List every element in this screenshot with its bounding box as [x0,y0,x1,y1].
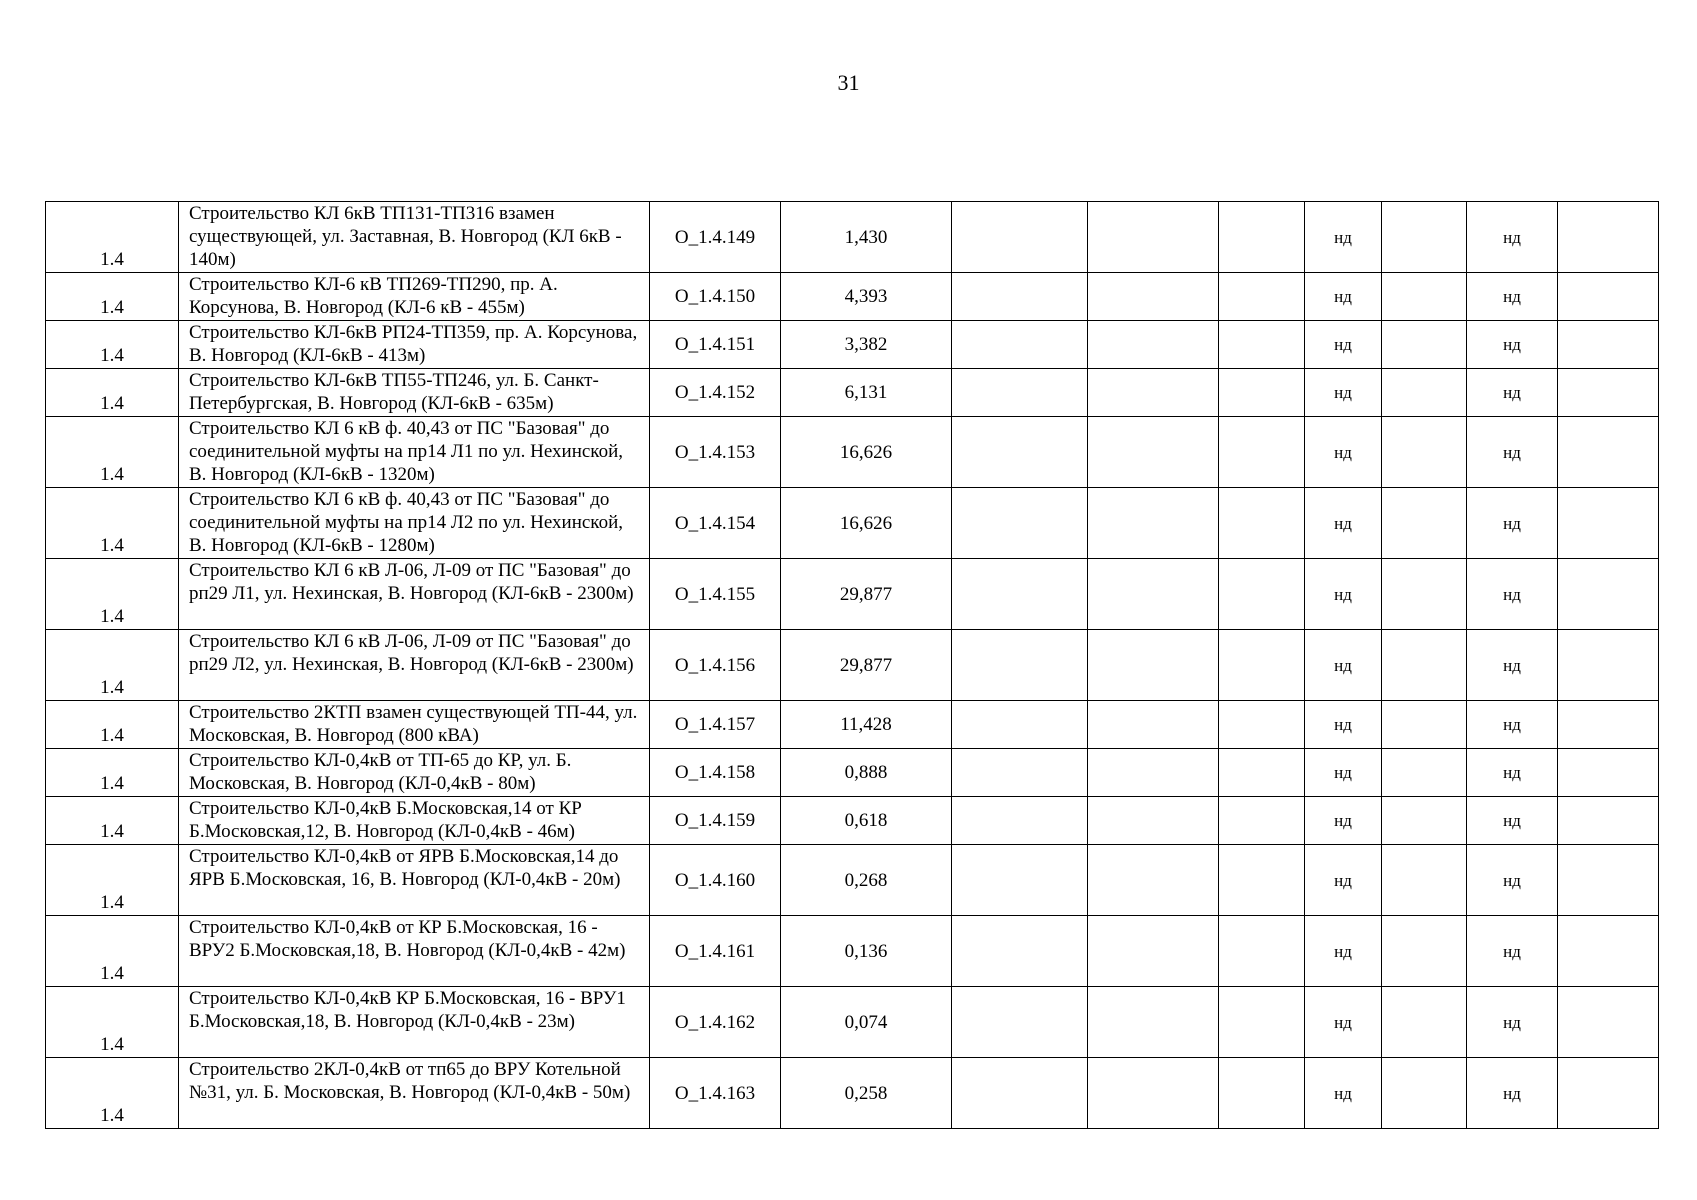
table-row [46,701,1659,749]
section-cell: 1.4 [46,559,179,630]
table-row [46,417,1659,488]
table-row [46,845,1659,916]
project-name-cell: Строительство КЛ-6 кВ ТП269-ТП290, пр. А. Корсунова, В. Новгород (КЛ-6 кВ - 455м) [179,273,650,321]
table-row [46,273,1659,321]
empty-cell [1558,749,1659,797]
empty-cell [1382,701,1467,749]
empty-cell [1088,630,1219,701]
project-code-cell: О_1.4.156 [650,630,781,701]
table-row [46,488,1659,559]
table-row [46,369,1659,417]
nd-cell: нд [1467,916,1558,987]
empty-cell [952,559,1088,630]
empty-cell [1558,630,1659,701]
empty-cell [1558,916,1659,987]
value-cell: 6,131 [781,369,952,417]
empty-cell [1219,749,1305,797]
empty-cell [1088,488,1219,559]
empty-cell [1219,701,1305,749]
nd-cell: нд [1467,749,1558,797]
nd-cell: нд [1467,701,1558,749]
empty-cell [1558,559,1659,630]
empty-cell [952,916,1088,987]
empty-cell [1219,797,1305,845]
project-code-cell: О_1.4.153 [650,417,781,488]
empty-cell [952,701,1088,749]
empty-cell [1382,987,1467,1058]
table-row [46,797,1659,845]
empty-cell [1382,749,1467,797]
empty-cell [1382,559,1467,630]
nd-cell: нд [1467,202,1558,273]
empty-cell [1382,916,1467,987]
section-cell: 1.4 [46,749,179,797]
project-code-cell: О_1.4.150 [650,273,781,321]
project-code-cell: О_1.4.158 [650,749,781,797]
section-cell: 1.4 [46,202,179,273]
empty-cell [1088,845,1219,916]
nd-cell: нд [1467,797,1558,845]
table-row [46,559,1659,630]
table-row [46,916,1659,987]
empty-cell [952,1058,1088,1129]
nd-cell: нд [1305,987,1382,1058]
empty-cell [1558,488,1659,559]
nd-cell: нд [1467,630,1558,701]
empty-cell [1382,630,1467,701]
empty-cell [1088,1058,1219,1129]
nd-cell: нд [1305,1058,1382,1129]
section-cell: 1.4 [46,1058,179,1129]
nd-cell: нд [1305,845,1382,916]
section-cell: 1.4 [46,797,179,845]
project-code-cell: О_1.4.160 [650,845,781,916]
value-cell: 16,626 [781,417,952,488]
table-row [46,1058,1659,1129]
project-name-cell: Строительство КЛ 6кВ ТП131-ТП316 взамен существующей, ул. Заставная, В. Новгород (КЛ 6кВ - 140м) [179,202,650,273]
projects-table [45,201,1659,1129]
nd-cell: нд [1305,273,1382,321]
empty-cell [1219,202,1305,273]
empty-cell [1382,321,1467,369]
empty-cell [1088,369,1219,417]
empty-cell [952,749,1088,797]
value-cell: 4,393 [781,273,952,321]
section-cell: 1.4 [46,916,179,987]
project-name-cell: Строительство КЛ-0,4кВ КР Б.Московская, 16 - ВРУ1 Б.Московская,18, В. Новгород (КЛ-0,4кВ - 23м) [179,987,650,1058]
project-name-cell: Строительство КЛ-6кВ РП24-ТП359, пр. А. Корсунова, В. Новгород (КЛ-6кВ - 413м) [179,321,650,369]
project-name-cell: Строительство КЛ-0,4кВ от ТП-65 до КР, ул. Б. Московская, В. Новгород (КЛ-0,4кВ - 80м) [179,749,650,797]
empty-cell [1558,321,1659,369]
project-code-cell: О_1.4.155 [650,559,781,630]
project-name-cell: Строительство 2КЛ-0,4кВ от тп65 до ВРУ Котельной №31, ул. Б. Московская, В. Новгород (КЛ-0,4кВ - 50м) [179,1058,650,1129]
nd-cell: нд [1305,701,1382,749]
section-cell: 1.4 [46,701,179,749]
empty-cell [952,630,1088,701]
project-code-cell: О_1.4.151 [650,321,781,369]
nd-cell: нд [1305,916,1382,987]
empty-cell [1088,987,1219,1058]
empty-cell [1558,987,1659,1058]
project-name-cell: Строительство КЛ-0,4кВ от ЯРВ Б.Московская,14 до ЯРВ Б.Московская, 16, В. Новгород (КЛ-0,4кВ - 20м) [179,845,650,916]
nd-cell: нд [1467,417,1558,488]
empty-cell [952,369,1088,417]
value-cell: 0,074 [781,987,952,1058]
section-cell: 1.4 [46,630,179,701]
empty-cell [1558,845,1659,916]
nd-cell: нд [1467,321,1558,369]
empty-cell [952,845,1088,916]
value-cell: 29,877 [781,630,952,701]
project-name-cell: Строительство КЛ-0,4кВ от КР Б.Московская, 16 - ВРУ2 Б.Московская,18, В. Новгород (КЛ-0,4кВ - 42м) [179,916,650,987]
value-cell: 0,268 [781,845,952,916]
nd-cell: нд [1305,630,1382,701]
empty-cell [1219,559,1305,630]
project-name-cell: Строительство КЛ 6 кВ ф. 40,43 от ПС "Базовая" до соединительной муфты на пр14 Л2 по ул. Нехинской, В. Новгород (КЛ-6кВ - 1280м) [179,488,650,559]
project-code-cell: О_1.4.149 [650,202,781,273]
nd-cell: нд [1305,559,1382,630]
empty-cell [1088,273,1219,321]
page-number: 31 [837,70,860,95]
empty-cell [952,987,1088,1058]
empty-cell [1088,202,1219,273]
section-cell: 1.4 [46,273,179,321]
empty-cell [1382,202,1467,273]
project-code-cell: О_1.4.161 [650,916,781,987]
project-name-cell: Строительство КЛ 6 кВ Л-06, Л-09 от ПС "Базовая" до рп29 Л2, ул. Нехинская, В. Новгород (КЛ-6кВ - 2300м) [179,630,650,701]
empty-cell [1558,1058,1659,1129]
project-name-cell: Строительство КЛ-6кВ ТП55-ТП246, ул. Б. Санкт-Петербургская, В. Новгород (КЛ-6кВ - 635м) [179,369,650,417]
empty-cell [1558,797,1659,845]
empty-cell [1382,369,1467,417]
nd-cell: нд [1305,797,1382,845]
nd-cell: нд [1467,987,1558,1058]
nd-cell: нд [1305,417,1382,488]
empty-cell [1219,845,1305,916]
table-row [46,749,1659,797]
value-cell: 16,626 [781,488,952,559]
section-cell: 1.4 [46,321,179,369]
empty-cell [1088,321,1219,369]
empty-cell [1219,987,1305,1058]
empty-cell [1088,916,1219,987]
value-cell: 0,258 [781,1058,952,1129]
empty-cell [1088,701,1219,749]
project-name-cell: Строительство КЛ-0,4кВ Б.Московская,14 от КР Б.Московская,12, В. Новгород (КЛ-0,4кВ - 46м) [179,797,650,845]
empty-cell [952,273,1088,321]
value-cell: 11,428 [781,701,952,749]
value-cell: 0,888 [781,749,952,797]
empty-cell [1382,797,1467,845]
project-name-cell: Строительство КЛ 6 кВ ф. 40,43 от ПС "Базовая" до соединительной муфты на пр14 Л1 по ул. Нехинской, В. Новгород (КЛ-6кВ - 1320м) [179,417,650,488]
project-code-cell: О_1.4.163 [650,1058,781,1129]
value-cell: 3,382 [781,321,952,369]
empty-cell [1382,845,1467,916]
empty-cell [1219,321,1305,369]
empty-cell [1219,417,1305,488]
empty-cell [952,202,1088,273]
empty-cell [1382,417,1467,488]
empty-cell [1088,417,1219,488]
empty-cell [1088,797,1219,845]
empty-cell [1219,488,1305,559]
project-code-cell: О_1.4.154 [650,488,781,559]
nd-cell: нд [1305,202,1382,273]
nd-cell: нд [1305,488,1382,559]
value-cell: 1,430 [781,202,952,273]
empty-cell [1558,202,1659,273]
empty-cell [1219,273,1305,321]
project-code-cell: О_1.4.152 [650,369,781,417]
empty-cell [1558,701,1659,749]
value-cell: 0,618 [781,797,952,845]
empty-cell [1088,749,1219,797]
nd-cell: нд [1305,321,1382,369]
empty-cell [1382,273,1467,321]
nd-cell: нд [1467,369,1558,417]
nd-cell: нд [1467,488,1558,559]
section-cell: 1.4 [46,488,179,559]
table-row [46,321,1659,369]
value-cell: 29,877 [781,559,952,630]
empty-cell [1382,1058,1467,1129]
project-code-cell: О_1.4.157 [650,701,781,749]
empty-cell [1219,630,1305,701]
table-row [46,202,1659,273]
empty-cell [1219,916,1305,987]
empty-cell [1382,488,1467,559]
empty-cell [1558,273,1659,321]
section-cell: 1.4 [46,369,179,417]
project-name-cell: Строительство 2КТП взамен существующей ТП-44, ул. Московская, В. Новгород (800 кВА) [179,701,650,749]
empty-cell [1219,369,1305,417]
section-cell: 1.4 [46,845,179,916]
empty-cell [952,797,1088,845]
empty-cell [952,417,1088,488]
value-cell: 0,136 [781,916,952,987]
table-row [46,630,1659,701]
empty-cell [1558,417,1659,488]
section-cell: 1.4 [46,987,179,1058]
empty-cell [952,321,1088,369]
nd-cell: нд [1305,749,1382,797]
project-name-cell: Строительство КЛ 6 кВ Л-06, Л-09 от ПС "Базовая" до рп29 Л1, ул. Нехинская, В. Новгород (КЛ-6кВ - 2300м) [179,559,650,630]
empty-cell [952,488,1088,559]
nd-cell: нд [1305,369,1382,417]
empty-cell [1088,559,1219,630]
nd-cell: нд [1467,1058,1558,1129]
table-row [46,987,1659,1058]
nd-cell: нд [1467,273,1558,321]
nd-cell: нд [1467,559,1558,630]
nd-cell: нд [1467,845,1558,916]
empty-cell [1558,369,1659,417]
project-code-cell: О_1.4.162 [650,987,781,1058]
project-code-cell: О_1.4.159 [650,797,781,845]
section-cell: 1.4 [46,417,179,488]
empty-cell [1219,1058,1305,1129]
